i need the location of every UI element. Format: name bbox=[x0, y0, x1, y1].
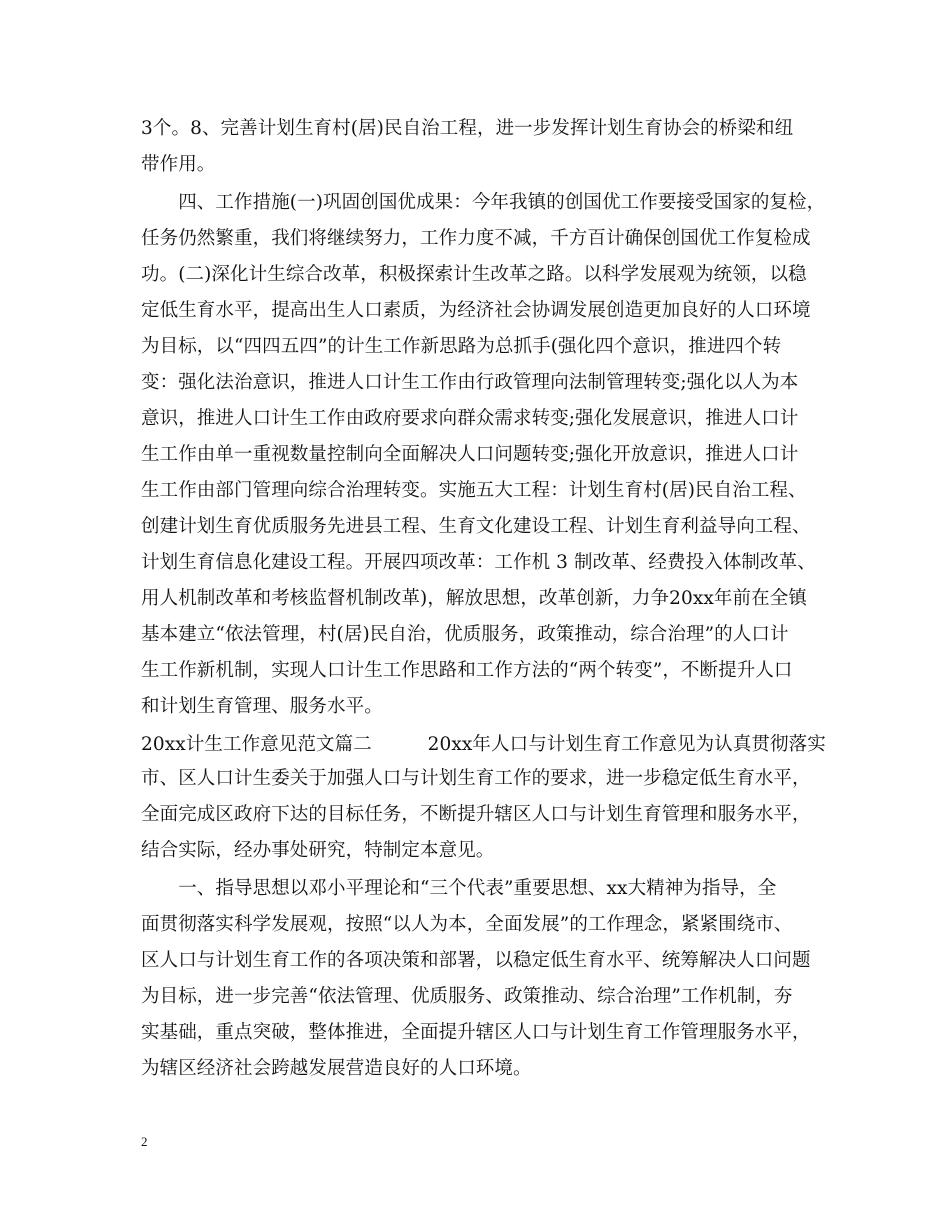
text-line: 生工作由单一重视数量控制向全面解决人口问题转变;强化开放意识，推进人口计 bbox=[141, 444, 799, 465]
text-line: 和计划生育管理、服务水平。 bbox=[141, 696, 383, 717]
text-line: 为目标，以“四四五四”的计生工作新思路为总抓手(强化四个意识，推进四个转 bbox=[141, 336, 782, 357]
text-line: 全面完成区政府下达的目标任务，不断提升辖区人口与计划生育管理和服务水平， bbox=[141, 804, 811, 825]
text-line: 意识，推进人口计生工作由政府要求向群众需求转变;强化发展意识，推进人口计 bbox=[141, 408, 799, 429]
text-line: 带作用。 bbox=[141, 154, 216, 175]
text-line: 创建计划生育优质服务先进县工程、生育文化建设工程、计划生育利益导向工程、 bbox=[141, 516, 811, 537]
text-line: 变：强化法治意识，推进人口计生工作由行政管理向法制管理转变;强化以人为本 bbox=[141, 372, 799, 393]
text-line: 区人口与计划生育工作的各项决策和部署，以稳定低生育水平、统筹解决人口问题 bbox=[141, 950, 811, 971]
text-line: 结合实际，经办事处研究，特制定本意见。 bbox=[141, 840, 495, 861]
text-line: 任务仍然繁重，我们将继续努力，工作力度不减，千方百计确保创国优工作复检成 bbox=[141, 228, 811, 249]
text-line: 用人机制改革和考核监督机制改革)，解放思想，改革创新，力争20xx年前在全镇 bbox=[141, 588, 807, 609]
text-line: 基本建立“依法管理，村(居)民自治，优质服务，政策推动，综合治理”的人口计 bbox=[141, 624, 789, 645]
text-line: 面贯彻落实科学发展观，按照“以人为本，全面发展”的工作理念，紧紧围绕市、 bbox=[141, 914, 793, 935]
text-line: 生工作新机制，实现人口计生工作思路和工作方法的“两个转变”，不断提升人口 bbox=[141, 660, 793, 681]
text-line: 功。(二)深化计生综合改革，积极探索计生改革之路。以科学发展观为统领，以稳 bbox=[141, 264, 807, 285]
text-line: 四、工作措施(一)巩固创国优成果：今年我镇的创国优工作要接受国家的复检， bbox=[141, 192, 826, 213]
text-line: 为目标，进一步完善“依法管理、优质服务、政策推动、综合治理”工作机制，夯 bbox=[141, 986, 793, 1007]
text-line: 3个。8、完善计划生育村(居)民自治工程，进一步发挥计划生育协会的桥梁和纽 bbox=[141, 118, 794, 139]
text-line: 生工作由部门管理向综合治理转变。实施五大工程：计划生育村(居)民自治工程、 bbox=[141, 480, 807, 501]
text-line: 一、指导思想以邓小平理论和“三个代表”重要思想、xx大精神为指导，全 bbox=[141, 878, 777, 899]
text-line: 实基础，重点突破，整体推进，全面提升辖区人口与计划生育工作管理服务水平， bbox=[141, 1022, 811, 1043]
text-line: 计划生育信息化建设工程。开展四项改革：工作机 3 制改革、经费投入体制改革、 bbox=[141, 552, 816, 573]
text-line: 市、区人口计生委关于加强人口与计划生育工作的要求，进一步稳定低生育水平， bbox=[141, 768, 811, 789]
section-heading-line: 20xx计生工作意见范文篇二 20xx年人口与计划生育工作意见为认真贯彻落实 bbox=[141, 734, 826, 755]
page-number: 2 bbox=[141, 1134, 148, 1149]
text-line: 定低生育水平，提高出生人口素质，为经济社会协调发展创造更加良好的人口环境 bbox=[141, 300, 811, 321]
text-line: 为辖区经济社会跨越发展营造良好的人口环境。 bbox=[141, 1058, 532, 1079]
